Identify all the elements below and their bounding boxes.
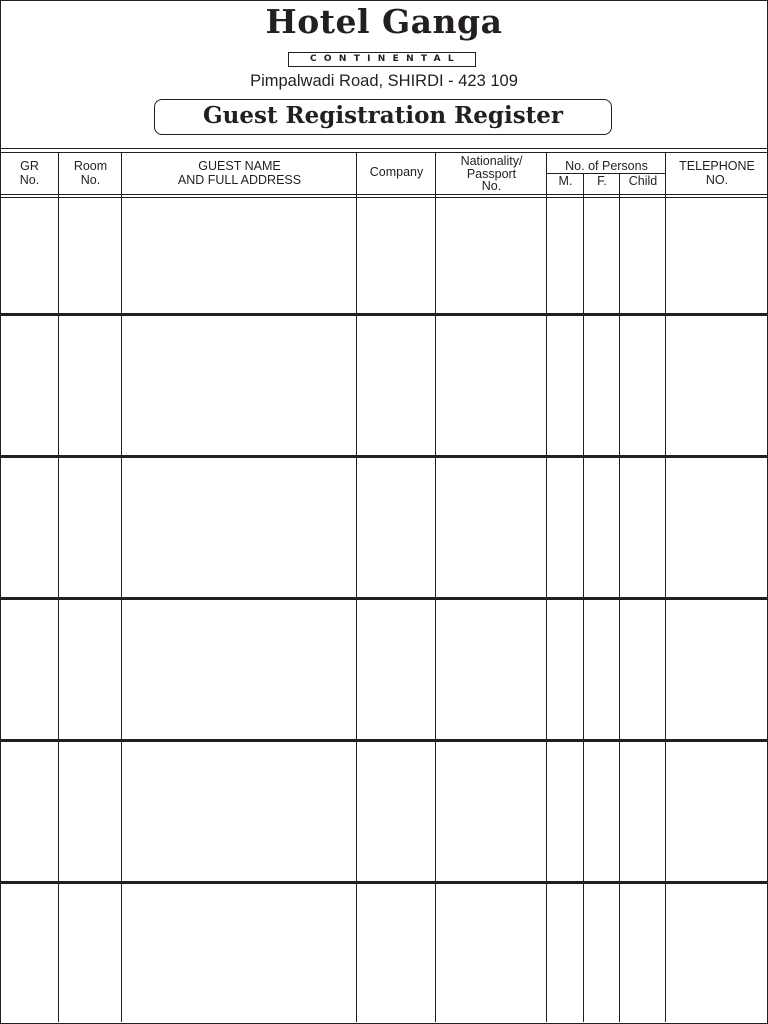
entry-row-2 (0, 316, 768, 455)
col-header-nationality: Nationality/ Passport No. (460, 154, 523, 193)
entry-row-5 (0, 742, 768, 881)
col-header-room-no: Room No. (73, 159, 108, 187)
col-header-female: F. (597, 174, 607, 188)
brand-label: CONTINENTAL (288, 52, 476, 67)
entry-row-4 (0, 600, 768, 739)
col-header-gr-no: GR No. (19, 159, 40, 187)
col-header-company: Company (369, 165, 424, 179)
header-divider-top (0, 148, 768, 149)
hotel-name: Hotel Ganga (265, 2, 503, 41)
entry-row-3 (0, 458, 768, 597)
entry-row-6 (0, 884, 768, 1022)
col-header-male: M. (558, 174, 573, 188)
hotel-address: Pimpalwadi Road, SHIRDI - 423 109 (250, 72, 518, 90)
persons-subheader-divider (547, 173, 666, 174)
register-title: Guest Registration Register (154, 99, 612, 135)
table-top-border (0, 152, 768, 153)
col-header-guest-name: GUEST NAME AND FULL ADDRESS (177, 159, 302, 187)
col-header-child: Child (628, 174, 658, 188)
entry-row-1 (0, 198, 768, 313)
header-bottom-border (0, 194, 768, 195)
col-header-persons: No. of Persons (565, 159, 648, 173)
col-header-telephone: TELEPHONE NO. (679, 159, 755, 187)
